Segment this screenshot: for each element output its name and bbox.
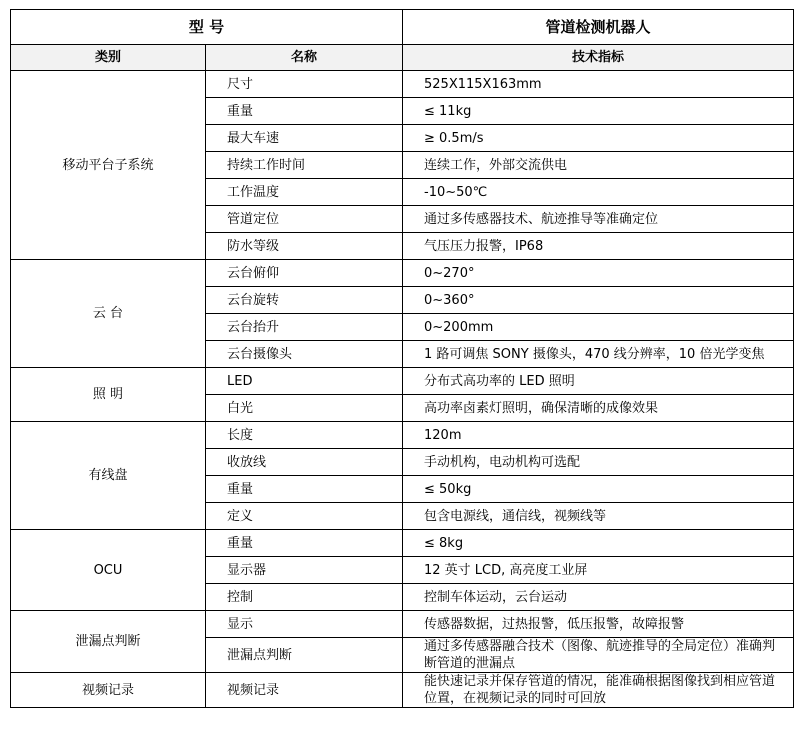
item-name-cell: 泄漏点判断 bbox=[206, 638, 403, 673]
item-name-cell: 管道定位 bbox=[206, 206, 403, 233]
spec-value-cell: ≤ 11kg bbox=[403, 98, 794, 125]
category-cell: 照 明 bbox=[11, 368, 206, 422]
spec-value-cell: 控制车体运动，云台运动 bbox=[403, 584, 794, 611]
header-name: 名称 bbox=[206, 45, 403, 71]
table-row bbox=[11, 368, 794, 395]
spec-value-cell: 连续工作，外部交流供电 bbox=[403, 152, 794, 179]
item-name-cell: 防水等级 bbox=[206, 233, 403, 260]
model-label: 型 号 bbox=[11, 10, 403, 45]
table-row bbox=[11, 71, 794, 98]
header-category: 类别 bbox=[11, 45, 206, 71]
table-row bbox=[11, 673, 794, 708]
item-name-cell: 最大车速 bbox=[206, 125, 403, 152]
item-name-cell: 重量 bbox=[206, 476, 403, 503]
item-name-cell: 云台抬升 bbox=[206, 314, 403, 341]
table-row bbox=[11, 260, 794, 287]
category-cell: 云 台 bbox=[11, 260, 206, 368]
spec-value-cell: 高功率卤素灯照明，确保清晰的成像效果 bbox=[403, 395, 794, 422]
item-name-cell: 长度 bbox=[206, 422, 403, 449]
header-spec: 技术指标 bbox=[403, 45, 794, 71]
item-name-cell: LED bbox=[206, 368, 403, 395]
category-cell: 泄漏点判断 bbox=[11, 611, 206, 673]
spec-value-cell: 包含电源线，通信线，视频线等 bbox=[403, 503, 794, 530]
spec-table bbox=[10, 9, 794, 708]
spec-value-cell: ≤ 8kg bbox=[403, 530, 794, 557]
item-name-cell: 工作温度 bbox=[206, 179, 403, 206]
spec-value-cell: 分布式高功率的 LED 照明 bbox=[403, 368, 794, 395]
spec-value-cell: 气压压力报警，IP68 bbox=[403, 233, 794, 260]
item-name-cell: 重量 bbox=[206, 98, 403, 125]
item-name-cell: 显示器 bbox=[206, 557, 403, 584]
spec-value-cell: 传感器数据，过热报警，低压报警，故障报警 bbox=[403, 611, 794, 638]
spec-value-cell: -10~50℃ bbox=[403, 179, 794, 206]
table-row bbox=[11, 611, 794, 638]
spec-value-cell: 120m bbox=[403, 422, 794, 449]
item-name-cell: 显示 bbox=[206, 611, 403, 638]
item-name-cell: 重量 bbox=[206, 530, 403, 557]
spec-value-cell: 0~270° bbox=[403, 260, 794, 287]
product-name: 管道检测机器人 bbox=[403, 10, 794, 45]
category-cell: 有线盘 bbox=[11, 422, 206, 530]
item-name-cell: 收放线 bbox=[206, 449, 403, 476]
item-name-cell: 白光 bbox=[206, 395, 403, 422]
item-name-cell: 持续工作时间 bbox=[206, 152, 403, 179]
spec-value-cell: ≥ 0.5m/s bbox=[403, 125, 794, 152]
category-cell: OCU bbox=[11, 530, 206, 611]
header-row bbox=[11, 45, 794, 71]
spec-value-cell: 0~200mm bbox=[403, 314, 794, 341]
category-cell: 移动平台子系统 bbox=[11, 71, 206, 260]
spec-value-cell: ≤ 50kg bbox=[403, 476, 794, 503]
spec-value-cell: 通过多传感器技术、航迹推导等准确定位 bbox=[403, 206, 794, 233]
table-row bbox=[11, 422, 794, 449]
title-row bbox=[11, 10, 794, 45]
item-name-cell: 云台俯仰 bbox=[206, 260, 403, 287]
table-row bbox=[11, 530, 794, 557]
item-name-cell: 定义 bbox=[206, 503, 403, 530]
spec-value-cell: 12 英寸 LCD, 高亮度工业屏 bbox=[403, 557, 794, 584]
spec-value-cell: 1 路可调焦 SONY 摄像头，470 线分辨率，10 倍光学变焦 bbox=[403, 341, 794, 368]
item-name-cell: 尺寸 bbox=[206, 71, 403, 98]
item-name-cell: 视频记录 bbox=[206, 673, 403, 708]
category-cell: 视频记录 bbox=[11, 673, 206, 708]
spec-value-cell: 能快速记录并保存管道的情况，能准确根据图像找到相应管道位置，在视频记录的同时可回放 bbox=[403, 673, 794, 708]
spec-value-cell: 手动机构，电动机构可选配 bbox=[403, 449, 794, 476]
item-name-cell: 云台摄像头 bbox=[206, 341, 403, 368]
spec-value-cell: 通过多传感器融合技术（图像、航迹推导的全局定位）准确判断管道的泄漏点 bbox=[403, 638, 794, 673]
item-name-cell: 控制 bbox=[206, 584, 403, 611]
spec-value-cell: 525X115X163mm bbox=[403, 71, 794, 98]
item-name-cell: 云台旋转 bbox=[206, 287, 403, 314]
spec-value-cell: 0~360° bbox=[403, 287, 794, 314]
